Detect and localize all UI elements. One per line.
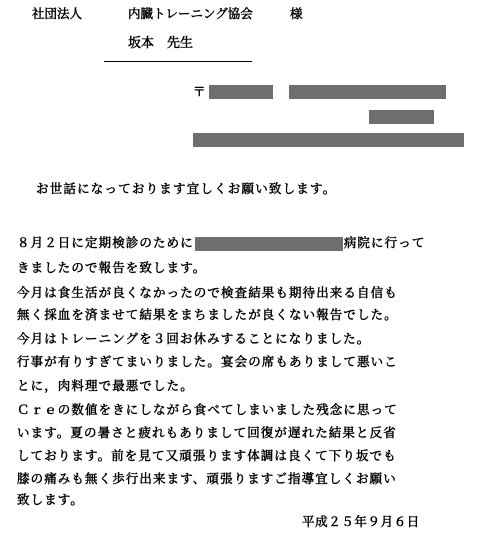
organization-name: 内臓トレーニング協会 bbox=[128, 6, 253, 21]
body-line-3: 今月は食生活が良くなかったので検査結果も期待出来る自信も bbox=[17, 285, 398, 300]
body-line-4: 無く採血を済ませて結果をまちましたが良くない報告でした。 bbox=[17, 307, 398, 322]
letter-date: 平成２５年９月６日 bbox=[302, 514, 420, 529]
recipient-underline bbox=[104, 61, 252, 62]
body-line-8: Ｃｒｅの数値をきにしながら食べてしまいました残念に思って bbox=[17, 402, 398, 417]
redacted-address bbox=[289, 85, 446, 99]
body-line-5: 今月はトレーニングを３回お休みすることになりました。 bbox=[17, 331, 371, 346]
body-line-10: しております。前を見て又頑張ります体調は良くて下り坂でも bbox=[17, 448, 397, 463]
redacted-sender-name bbox=[369, 110, 434, 124]
body-line-1 bbox=[17, 235, 425, 251]
body-line-6: 行事が有りすぎてまいりました。宴会の席もありまして悪いこ bbox=[17, 354, 398, 369]
body-line-12: 致します。 bbox=[17, 492, 85, 507]
body-line-1-end: 病院に行って bbox=[343, 235, 426, 250]
body-line-1-start: ８月２日に定期検診のために bbox=[17, 235, 194, 250]
greeting: お世話になっております宜しくお願い致します。 bbox=[36, 181, 337, 196]
body-line-7: とに，肉料理で最悪でした。 bbox=[17, 378, 194, 393]
organization-type: 社団法人 bbox=[32, 6, 83, 21]
redacted-contact-info bbox=[193, 133, 464, 147]
body-line-2: きましたので報告を致します。 bbox=[17, 260, 207, 275]
redacted-hospital-name bbox=[195, 237, 343, 251]
body-line-9: います。夏の暑さと疲れもありまして回復が遅れた結果と反省 bbox=[17, 425, 397, 440]
honorific: 様 bbox=[290, 6, 303, 21]
body-line-11: 膝の痛みも無く歩行出来ます、頑張りますご指導宜しくお願い bbox=[17, 471, 397, 486]
recipient-name: 坂本 先生 bbox=[128, 36, 194, 51]
redacted-postal-code bbox=[209, 85, 273, 99]
postal-mark: 〒 bbox=[193, 84, 206, 99]
